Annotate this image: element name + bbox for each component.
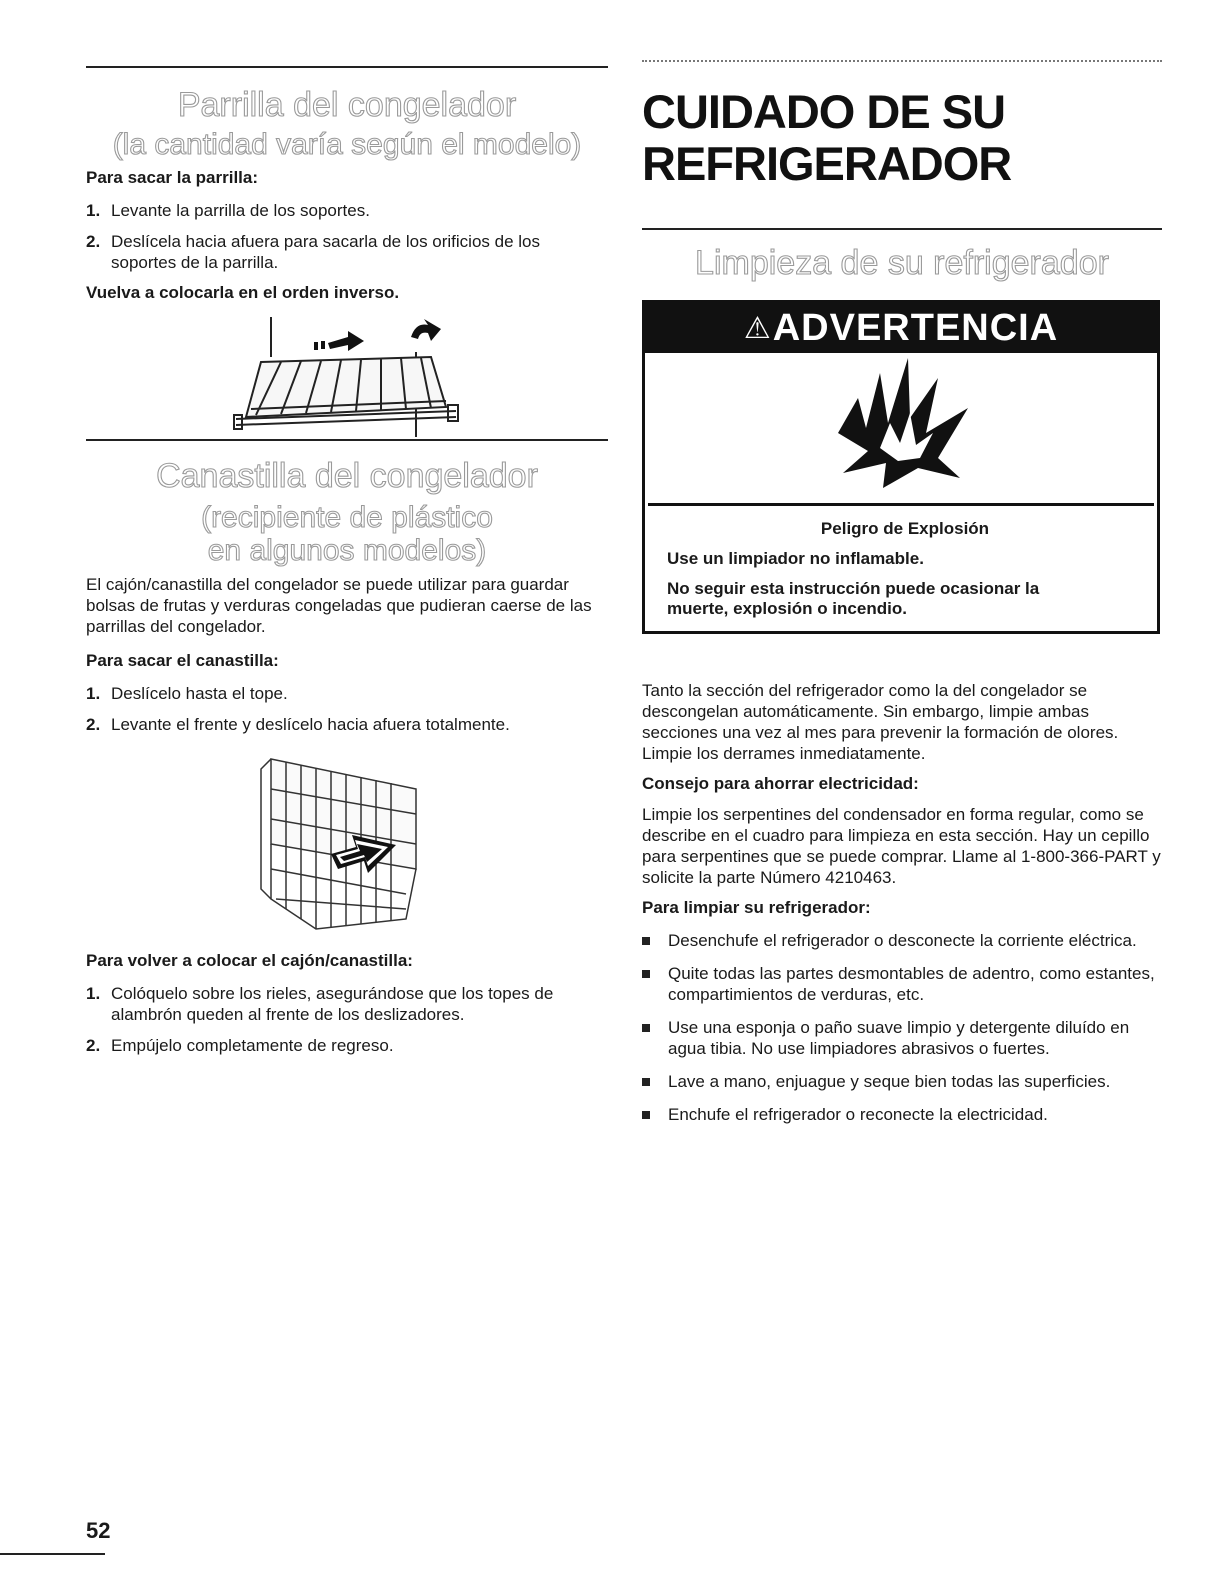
list-item: Desenchufe el refrigerador o desconecte la corriente eléctrica. — [642, 930, 1162, 951]
list-item: Lave a mano, enjuague y seque bien todas las superficies. — [642, 1071, 1162, 1092]
list-item: 1. Deslícelo hasta el tope. — [86, 683, 288, 703]
divider — [642, 60, 1162, 62]
list-item: 2. Empújelo completamente de regreso. — [86, 1035, 394, 1055]
list-item: 1. Colóquelo sobre los rieles, asegurándose que los topes de alambrón queden al frente de los deslizadores. — [86, 983, 554, 1024]
warning-header — [645, 303, 1157, 353]
list-item: 2. Deslícela hacia afuera para sacarla de los orificios de los soportes de la parrilla. — [86, 231, 541, 272]
bullet-icon — [642, 937, 650, 945]
shelf-illustration — [86, 317, 608, 437]
clean-label: Para limpiar su refrigerador: — [642, 898, 871, 917]
bullet-icon — [642, 1078, 650, 1086]
page-number: 52 — [86, 1518, 111, 1543]
main-title-line1: CUIDADO DE SU — [642, 85, 1006, 138]
divider — [86, 439, 608, 441]
warning-header-text: ADVERTENCIA — [772, 306, 1059, 349]
remove-basket-label: Para sacar el canastilla: — [86, 650, 279, 670]
list-item: Enchufe el refrigerador o reconecte la electricidad. — [642, 1104, 1162, 1125]
main-title-line2: REFRIGERADOR — [642, 137, 1012, 190]
section-subtitle-canastilla-2: en algunos modelos) — [207, 534, 487, 568]
replace-basket-label: Para volver a colocar el cajón/canastilla: — [86, 950, 413, 970]
right-column — [642, 60, 1162, 282]
footer-rule — [0, 1553, 105, 1555]
warning-triangle-icon: ⚠ — [743, 311, 771, 345]
cleaning-steps — [642, 930, 1162, 1125]
replace-basket-steps — [86, 983, 608, 1056]
explosion-icon — [648, 353, 1154, 506]
list-item: Quite todas las partes desmontables de adentro, como estantes, compartimientos de verduras, etc. — [642, 963, 1162, 1005]
reinstall-note: Vuelva a colocarla en el orden inverso. — [86, 282, 400, 302]
tip-label: Consejo para ahorrar electricidad: — [642, 774, 919, 793]
remove-shelf-label: Para sacar la parrilla: — [86, 167, 259, 187]
section-title-canastilla: Canastilla del congelador — [156, 456, 538, 495]
tip-text: Limpie los serpentines del condensador en forma regular, como se describe en el cuadro para limpieza en esta sección. Hay un cepillo para serpentines que se puede comprar. Llame al 1-800-366-PART y solicite la parte Número 4210463. — [642, 805, 1161, 887]
list-item: 1. Levante la parrilla de los soportes. — [86, 200, 370, 220]
bullet-icon — [642, 970, 650, 978]
basket-illustration — [86, 749, 608, 939]
left-column — [86, 66, 608, 1056]
cleaning-intro: Tanto la sección del refrigerador como la del congelador se descongelan automáticamente. Sin embargo, limpie ambas secciones una vez al mes para prevenir la formación de olores. Limpie los derrames inmediatamente. — [642, 681, 1119, 763]
warning-text — [667, 519, 1143, 619]
hazard-title: Peligro de Explosión — [820, 519, 990, 538]
shelf-illustration-svg — [86, 317, 608, 437]
bullet-icon — [642, 1111, 650, 1119]
list-item: 2. Levante el frente y deslícelo hacia afuera totalmente. — [86, 714, 510, 734]
bullet-icon — [642, 1024, 650, 1032]
section-subtitle-canastilla-1: (recipiente de plástico — [201, 500, 493, 534]
divider — [86, 66, 608, 68]
warning-line2: No seguir esta instrucción puede ocasionar la muerte, explosión o incendio. — [667, 579, 1040, 618]
right-body — [642, 680, 1162, 1137]
basket-illustration-svg — [86, 749, 608, 939]
remove-shelf-steps — [86, 200, 608, 273]
warning-line1: Use un limpiador no inflamable. — [667, 549, 924, 568]
divider — [642, 228, 1162, 230]
section-title-limpieza: Limpieza de su refrigerador — [695, 244, 1109, 282]
list-item: Use una esponja o paño suave limpio y detergente diluído en agua tibia. No use limpiadores abrasivos o fuertes. — [642, 1017, 1162, 1059]
basket-intro: El cajón/canastilla del congelador se puede utilizar para guardar bolsas de frutas y verduras congeladas que pudieran caerse de las parrillas del congelador. — [86, 574, 592, 636]
section-subtitle-parrilla: (la cantidad varía según el modelo) — [112, 128, 582, 162]
warning-box — [642, 300, 1160, 634]
remove-basket-steps — [86, 683, 608, 735]
section-title-parrilla: Parrilla del congelador — [177, 86, 517, 124]
